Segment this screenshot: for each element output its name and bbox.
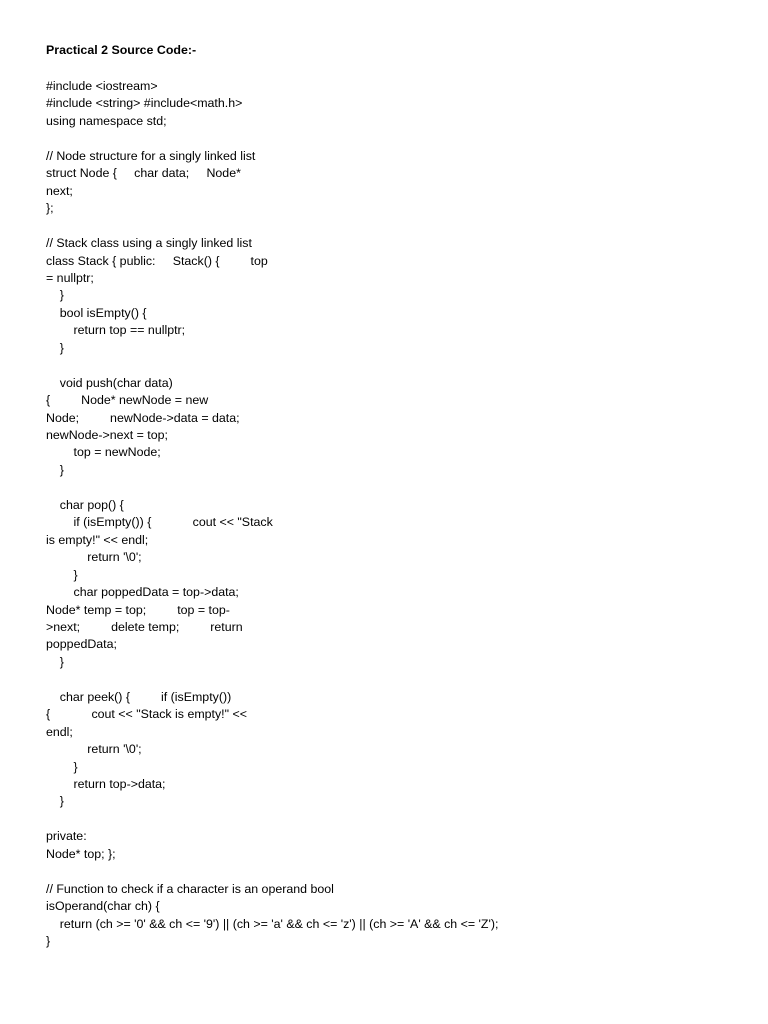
code-line: char poppedData = top->data;: [46, 585, 239, 600]
code-line: return '\0';: [46, 742, 142, 757]
code-line: }: [46, 759, 78, 774]
code-line: Node* top; };: [46, 846, 116, 861]
code-line: bool isEmpty() {: [46, 305, 147, 320]
code-line: return '\0';: [46, 550, 142, 565]
code-line: // Stack class using a singly linked list: [46, 236, 252, 251]
code-line: };: [46, 201, 54, 216]
code-line: if (isEmpty()) { cout << "Stack: [46, 515, 273, 530]
code-line: }: [46, 462, 64, 477]
code-line: newNode->next = top;: [46, 428, 168, 442]
code-line: char pop() {: [46, 497, 124, 512]
code-line: #include <iostream>: [46, 79, 158, 93]
code-line: class Stack { public: Stack() { top: [46, 253, 268, 268]
code-line: }: [46, 654, 64, 669]
code-line: }: [46, 288, 64, 303]
code-line: }: [46, 340, 64, 355]
code-line: }: [46, 567, 78, 582]
code-line: return (ch >= '0' && ch <= '9') || (ch >= 'a' && ch <= 'z') || (ch >= 'A' && ch <= 'Z');: [46, 916, 499, 931]
code-line: struct Node { char data; Node*: [46, 166, 241, 181]
code-line: return top->data;: [46, 777, 166, 791]
code-line: char peek() { if (isEmpty()): [46, 689, 232, 704]
code-line: { Node* newNode = new: [46, 393, 209, 408]
code-line: // Node structure for a singly linked list: [46, 148, 256, 163]
document-title: Practical 2 Source Code:-: [46, 43, 197, 57]
code-line: poppedData;: [46, 637, 117, 652]
code-line: #include <string> #include<math.h>: [46, 96, 243, 111]
code-line: endl;: [46, 724, 73, 739]
code-line: is empty!" << endl;: [46, 532, 149, 547]
code-line: void push(char data): [46, 375, 173, 390]
code-line: Node* temp = top; top = top-: [46, 602, 230, 617]
code-line: // Function to check if a character is an operand bool: [46, 881, 334, 896]
code-line: isOperand(char ch) {: [46, 899, 160, 914]
code-line: >next; delete temp; return: [46, 619, 243, 634]
code-line: return top == nullptr;: [46, 323, 186, 338]
code-line: }: [46, 934, 51, 949]
code-line: using namespace std;: [46, 113, 167, 128]
code-line: { cout << "Stack is empty!" <<: [46, 707, 247, 722]
code-line: private:: [46, 829, 87, 844]
code-line: }: [46, 794, 64, 809]
code-line: = nullptr;: [46, 270, 94, 285]
code-line: next;: [46, 183, 73, 198]
code-line: top = newNode;: [46, 445, 161, 460]
code-line: Node; newNode->data = data;: [46, 410, 240, 425]
